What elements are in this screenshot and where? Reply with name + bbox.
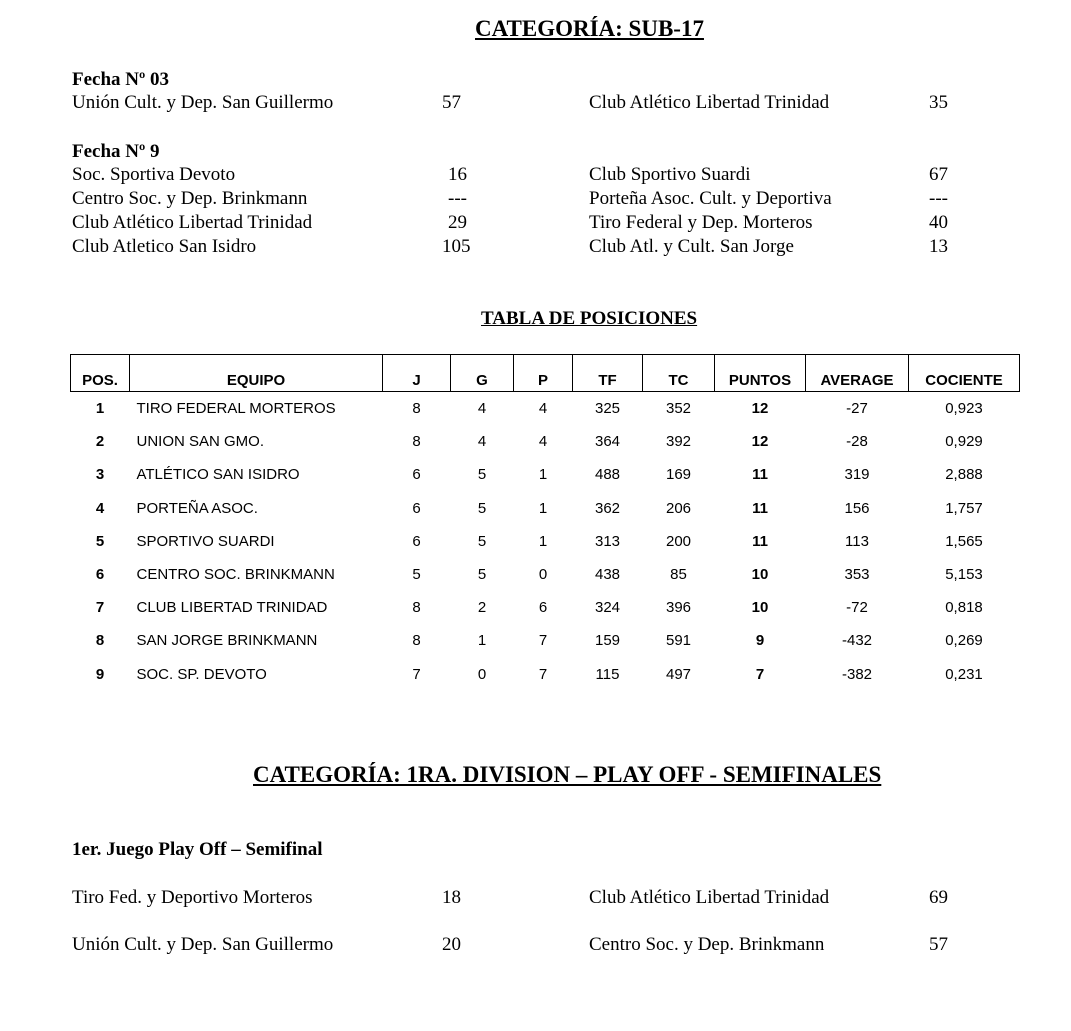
- match-away-team: Club Atlético Libertad Trinidad: [589, 887, 830, 908]
- cell-pos: 9: [95, 665, 105, 683]
- cell-j: 7: [412, 665, 421, 683]
- table-row: [71, 591, 1020, 624]
- cell-cociente: 0,923: [945, 400, 983, 418]
- cell-p: 7: [538, 632, 548, 650]
- header-j: J: [383, 355, 451, 392]
- cell-puntos: 11: [752, 532, 768, 550]
- header-average: AVERAGE: [806, 355, 909, 392]
- cell-tf: 159: [594, 632, 621, 650]
- cell-pos: 8: [95, 632, 105, 650]
- cell-g: 5: [477, 566, 487, 584]
- primera-title: CATEGORÍA: 1RA. DIVISION – PLAY OFF - SEMIFINALES: [253, 762, 882, 787]
- cell-j: 8: [412, 400, 421, 418]
- cell-pos: 1: [95, 400, 105, 418]
- cell-average: -382: [841, 665, 873, 683]
- cell-average: 156: [844, 499, 870, 517]
- match-home-score: 18: [442, 887, 461, 908]
- cell-tf: 324: [594, 599, 621, 617]
- match-away-score: ---: [929, 188, 948, 209]
- cell-puntos: 10: [751, 566, 769, 584]
- cell-tc: 200: [665, 532, 692, 550]
- cell-average: 113: [845, 532, 869, 550]
- cell-tf: 362: [594, 499, 621, 517]
- cell-tc: 85: [670, 566, 687, 584]
- match-home-team: Unión Cult. y Dep. San Guillermo: [72, 934, 334, 955]
- cell-p: 1: [538, 466, 548, 484]
- cell-team: SOC. SP. DEVOTO: [136, 665, 267, 683]
- cell-cociente: 1,757: [945, 499, 983, 517]
- cell-average: 319: [844, 466, 870, 484]
- cell-puntos: 12: [751, 433, 769, 451]
- cell-g: 2: [477, 599, 487, 617]
- cell-average: -72: [846, 599, 868, 617]
- cell-tf: 325: [594, 400, 621, 418]
- cell-puntos: 12: [751, 400, 769, 418]
- cell-pos: 4: [95, 499, 105, 517]
- header-g: G: [451, 355, 514, 392]
- cell-g: 5: [477, 466, 487, 484]
- header-equipo: EQUIPO: [130, 355, 383, 392]
- cell-tc: 392: [665, 433, 692, 451]
- cell-team: SAN JORGE BRINKMANN: [136, 632, 318, 650]
- cell-cociente: 0,929: [945, 433, 983, 451]
- table-row: [71, 392, 1020, 426]
- table-row: [71, 558, 1020, 591]
- header-p: P: [514, 355, 573, 392]
- cell-average: 353: [844, 566, 870, 584]
- header-tc: TC: [643, 355, 715, 392]
- cell-average: -28: [846, 433, 868, 451]
- match-home-score: 16: [448, 164, 467, 185]
- match-away-score: 57: [929, 934, 948, 955]
- cell-tc: 169: [665, 466, 692, 484]
- cell-tc: 591: [665, 632, 692, 650]
- cell-g: 5: [477, 499, 487, 517]
- match-away-team: Porteña Asoc. Cult. y Deportiva: [589, 188, 832, 209]
- cell-tf: 115: [595, 665, 620, 683]
- cell-cociente: 0,818: [945, 599, 983, 617]
- cell-puntos: 10: [751, 599, 769, 617]
- game-label-rest: – Semifinal: [226, 839, 323, 860]
- match-away-score: 67: [929, 164, 948, 185]
- match-home-score: 57: [442, 92, 461, 113]
- table-row: [71, 658, 1020, 691]
- cell-cociente: 0,231: [945, 665, 983, 683]
- cell-team: ATLÉTICO SAN ISIDRO: [136, 466, 300, 484]
- cell-pos: 5: [95, 532, 105, 550]
- standings-header-row: [71, 355, 1020, 392]
- fecha-label: Fecha Nº 9: [72, 141, 160, 162]
- standings-body: [71, 392, 1020, 691]
- match-away-team: Club Atlético Libertad Trinidad: [589, 92, 830, 113]
- cell-cociente: 5,153: [945, 566, 983, 584]
- cell-p: 7: [538, 665, 548, 683]
- match-home-team: Tiro Fed. y Deportivo Morteros: [72, 887, 313, 908]
- match-away-score: 35: [929, 92, 948, 113]
- cell-team: SPORTIVO SUARDI: [136, 532, 275, 550]
- match-away-score: 40: [929, 212, 948, 233]
- match-home-team: Centro Soc. y Dep. Brinkmann: [72, 188, 308, 209]
- cell-team: CLUB LIBERTAD TRINIDAD: [136, 599, 328, 617]
- cell-p: 1: [538, 499, 548, 517]
- cell-g: 4: [477, 433, 487, 451]
- standings-title: TABLA DE POSICIONES: [481, 308, 698, 329]
- cell-tf: 438: [594, 566, 621, 584]
- cell-j: 8: [412, 632, 421, 650]
- cell-pos: 2: [95, 433, 105, 451]
- game-label: [72, 839, 323, 861]
- cell-team: CENTRO SOC. BRINKMANN: [136, 566, 335, 584]
- cell-tf: 488: [594, 466, 621, 484]
- cell-p: 1: [538, 532, 548, 550]
- table-row: [71, 458, 1020, 491]
- match-away-team: Tiro Federal y Dep. Morteros: [589, 212, 813, 233]
- cell-j: 6: [412, 499, 421, 517]
- match-away-team: Club Sportivo Suardi: [589, 164, 751, 185]
- game-label-bold: 1er. Juego Play Off: [72, 839, 227, 860]
- match-home-score: ---: [448, 188, 467, 209]
- cell-j: 5: [412, 566, 421, 584]
- match-away-score: 69: [929, 887, 948, 908]
- cell-g: 5: [477, 532, 487, 550]
- cell-p: 6: [538, 599, 548, 617]
- cell-pos: 7: [95, 599, 105, 617]
- match-away-team: Club Atl. y Cult. San Jorge: [589, 236, 794, 257]
- cell-g: 1: [477, 632, 487, 650]
- cell-j: 8: [412, 433, 421, 451]
- cell-p: 0: [538, 566, 548, 584]
- fecha-label: Fecha Nº 03: [72, 69, 170, 90]
- match-home-score: 105: [442, 236, 471, 257]
- match-away-score: 13: [929, 236, 948, 257]
- cell-puntos: 11: [752, 466, 768, 484]
- header-pos: POS.: [71, 355, 130, 392]
- match-home-team: Soc. Sportiva Devoto: [72, 164, 236, 185]
- cell-j: 6: [412, 466, 421, 484]
- cell-puntos: 7: [755, 665, 765, 683]
- cell-p: 4: [538, 400, 548, 418]
- cell-puntos: 9: [755, 632, 765, 650]
- cell-team: UNION SAN GMO.: [136, 433, 265, 451]
- cell-puntos: 11: [752, 499, 768, 517]
- cell-pos: 3: [95, 466, 105, 484]
- cell-average: -27: [846, 400, 868, 418]
- table-row: [71, 492, 1020, 525]
- cell-p: 4: [538, 433, 548, 451]
- cell-team: PORTEÑA ASOC.: [136, 499, 258, 517]
- cell-cociente: 0,269: [945, 632, 983, 650]
- header-puntos: PUNTOS: [715, 355, 806, 392]
- cell-j: 6: [412, 532, 421, 550]
- cell-tf: 364: [594, 433, 621, 451]
- sub17-title: CATEGORÍA: SUB-17: [475, 16, 704, 41]
- cell-tc: 396: [665, 599, 692, 617]
- match-away-team: Centro Soc. y Dep. Brinkmann: [589, 934, 825, 955]
- cell-average: -432: [841, 632, 873, 650]
- cell-g: 4: [477, 400, 487, 418]
- match-home-team: Club Atlético Libertad Trinidad: [72, 212, 313, 233]
- cell-tc: 497: [665, 665, 692, 683]
- cell-g: 0: [477, 665, 487, 683]
- cell-j: 8: [412, 599, 421, 617]
- standings-table: [70, 354, 1020, 691]
- header-tf: TF: [573, 355, 643, 392]
- cell-tc: 352: [665, 400, 692, 418]
- cell-pos: 6: [95, 566, 105, 584]
- table-row: [71, 525, 1020, 558]
- header-cociente: COCIENTE: [909, 355, 1020, 392]
- match-home-team: Club Atletico San Isidro: [72, 236, 257, 257]
- cell-tc: 206: [665, 499, 692, 517]
- cell-cociente: 2,888: [945, 466, 983, 484]
- table-row: [71, 624, 1020, 657]
- table-row: [71, 425, 1020, 458]
- match-home-team: Unión Cult. y Dep. San Guillermo: [72, 92, 334, 113]
- cell-team: TIRO FEDERAL MORTEROS: [136, 400, 336, 418]
- match-home-score: 29: [448, 212, 467, 233]
- cell-cociente: 1,565: [945, 532, 983, 550]
- match-home-score: 20: [442, 934, 461, 955]
- cell-tf: 313: [594, 532, 621, 550]
